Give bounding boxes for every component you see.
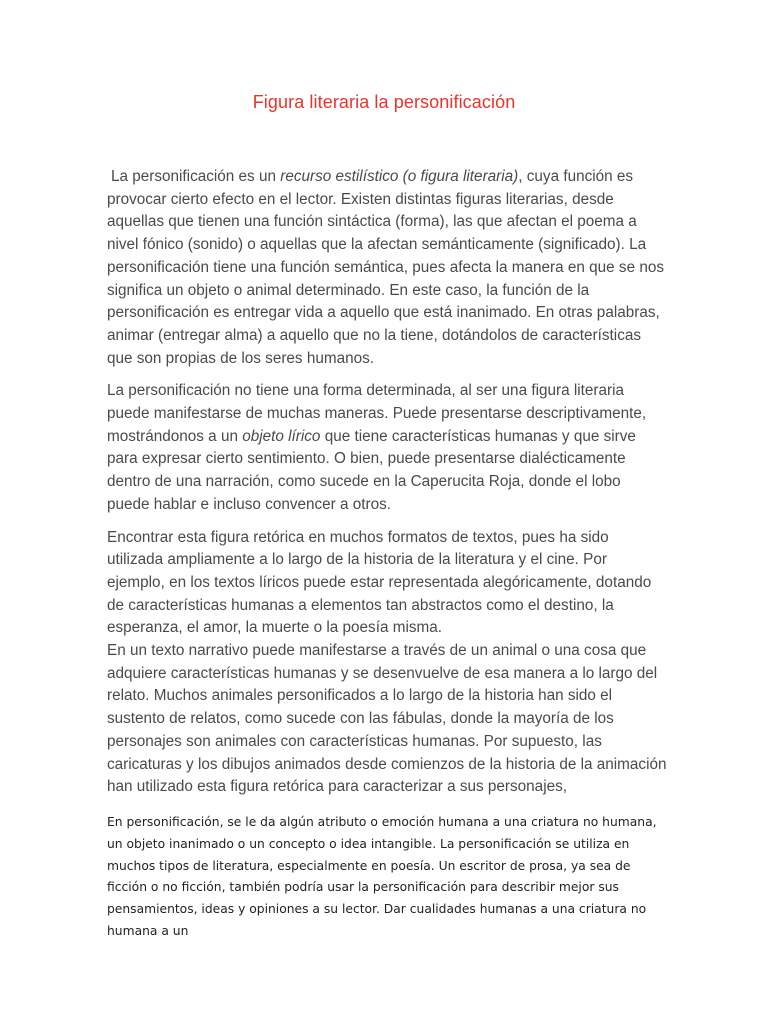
- paragraph-3: [107, 527, 667, 641]
- paragraph-2-segment-3: que tiene características humanas y que sirve para expresar cierto sentimiento. O bien, puede presentarse dialécticamente dentro de una narración, como sucede en la Caperucita Roja, donde el lobo puede hablar e incluso convencer a otros.: [107, 427, 636, 513]
- footer-excerpt: [107, 812, 667, 943]
- paragraph-4-segment-1: En un texto narrativo puede manifestarse a través de un animal o una cosa que adquiere características humanas y se desenvuelve de esa manera a lo largo del relato. Muchos animales personificados a lo largo de la historia han sido el sustento de relatos, como sucede con las fábulas, donde la mayoría de los personajes son animales con características humanas. Por supuesto, las caricaturas y los dibujos animados desde comienzos de la historia de la animación han utilizado esta figura retórica para caracterizar a sus personajes,: [107, 642, 667, 796]
- document-title: Figura literaria la personificación: [252, 92, 516, 112]
- paragraph-1-segment-3: , cuya función es provocar cierto efecto en el lector. Existen distintas figuras literarias, desde aquellas que tienen una función sintáctica (forma), las que afectan el poema a nivel fónico (sonido) o aquellas que la afectan semánticamente (significado). La personificación tiene una función semántica, pues afecta la manera en que se nos significa un objeto o animal determinado. En este caso, la función de la personificación es entregar vida a aquello que está inanimado. En otras palabras, animar (entregar alma) a aquello que no la tiene, dotándolos de características que son propias de los seres humanos.: [107, 168, 664, 367]
- paragraph-1: [107, 166, 667, 370]
- paragraph-4: [107, 640, 667, 799]
- document-body: [107, 166, 667, 799]
- paragraph-1-segment-1: La personificación es un: [111, 168, 281, 185]
- paragraph-2-segment-1: La personificación no tiene una forma determinada, al ser una figura literaria puede manifestarse de muchas maneras. Puede presentarse descriptivamente, mostrándonos a un: [107, 382, 647, 445]
- paragraph-1-segment-2-italic: recurso estilístico (o figura literaria): [280, 168, 519, 185]
- paragraph-2: [107, 380, 667, 516]
- paragraph-2-segment-2-italic: objeto lírico: [242, 427, 321, 445]
- footer-paragraph: En personificación, se le da algún atributo o emoción humana a una criatura no humana, un objeto inanimado o un concepto o idea intangible. La personificación se utiliza en muchos tipos de literatura, especialmente en poesía. Un escritor de prosa, ya sea de ficción o no ficción, también podría usar la personificación para describir mejor sus pensamientos, ideas y opiniones a su lector. Dar cualidades humanas a una criatura no humana a un: [107, 815, 657, 938]
- paragraph-3-segment-1: Encontrar esta figura retórica en muchos formatos de textos, pues ha sido utilizada ampliamente a lo largo de la historia de la literatura y el cine. Por ejemplo, en los textos líricos puede estar representada alegóricamente, dotando de características humanas a elementos tan abstractos como el destino, la esperanza, el amor, la muerte o la poesía misma.: [107, 528, 652, 637]
